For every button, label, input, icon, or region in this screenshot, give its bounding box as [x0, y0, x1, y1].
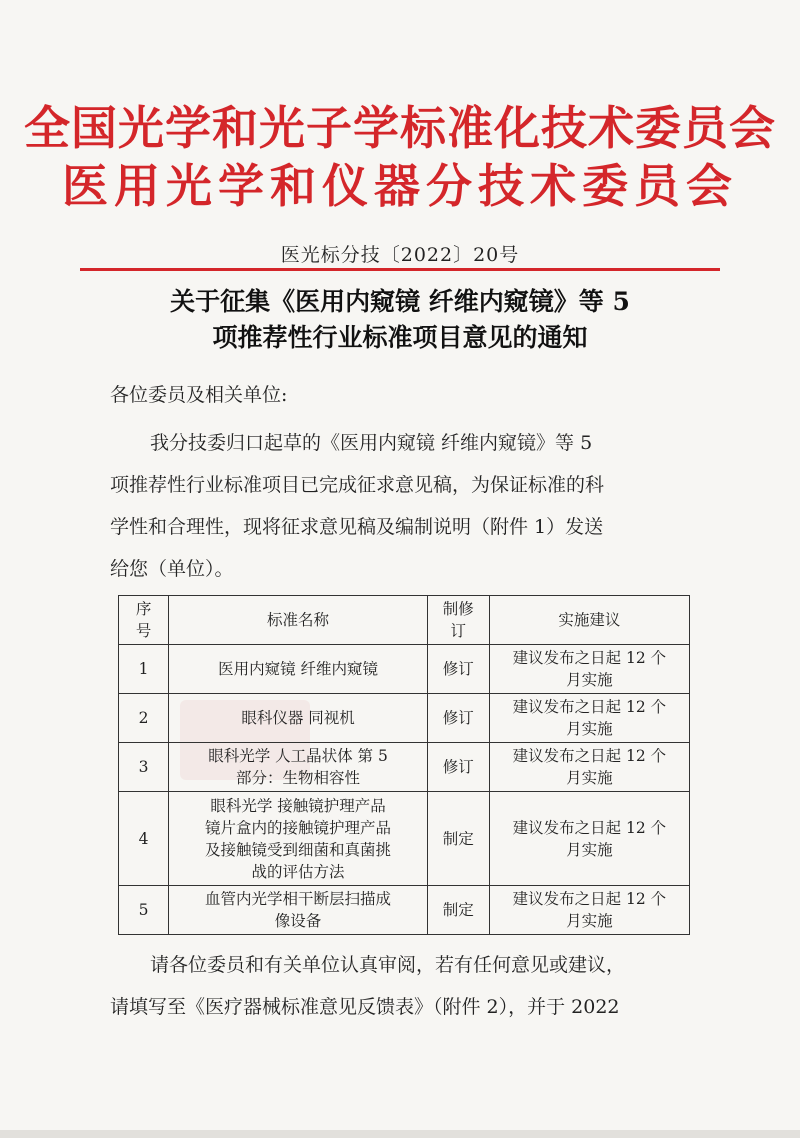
row-name-line: 战的评估方法: [251, 862, 345, 881]
row-name-line: 眼科光学 接触镜护理产品: [210, 796, 386, 815]
row-impl-line: 月实施: [566, 840, 613, 859]
row-impl: [489, 645, 689, 694]
row-no: 4: [119, 792, 169, 886]
row-name-line: 眼科仪器 同视机: [241, 709, 355, 727]
row-name: [169, 792, 428, 886]
row-type: 制定: [427, 792, 489, 886]
row-name: [169, 743, 428, 792]
row-name: [169, 886, 428, 935]
page-bottom-edge: [0, 1130, 800, 1138]
body-paragraph1-line2: 项推荐性行业标准项目已完成征求意见稿，为保证标准的科: [110, 474, 605, 496]
row-no: 2: [119, 694, 169, 743]
body-paragraph2-line1: 请各位委员和有关单位认真审阅，若有任何意见或建议，: [150, 954, 626, 976]
org-name-line2: 医用光学和仪器分技术委员会: [62, 159, 738, 213]
body-paragraph1-line3: 学性和合理性，现将征求意见稿及编制说明（附件 1）发送: [110, 516, 604, 538]
notice-title-line1: 关于征集《医用内窥镜 纤维内窥镜》等 5: [170, 287, 630, 316]
document-number: 医光标分技〔2022〕20号: [280, 244, 520, 266]
row-name-line: 血管内光学相干断层扫描成: [205, 890, 392, 908]
row-type: 制定: [427, 886, 489, 935]
table-row: [119, 792, 690, 886]
row-impl: [489, 886, 689, 935]
row-type: 修订: [427, 694, 489, 743]
row-impl-line: 建议发布之日起 12 个: [512, 818, 667, 837]
body-paragraph1-line1: 我分技委归口起草的《医用内窥镜 纤维内窥镜》等 5: [150, 432, 593, 454]
row-type: 修订: [427, 743, 489, 792]
notice-title-line2: 项推荐性行业标准项目意见的通知: [212, 323, 588, 352]
row-impl: [489, 743, 689, 792]
row-type: 修订: [427, 645, 489, 694]
row-impl-line: 月实施: [566, 671, 613, 689]
body-paragraph2-line2: 请填写至《医疗器械标准意见反馈表》（附件 2），并于 2022: [110, 996, 620, 1018]
salutation: 各位委员及相关单位:: [110, 384, 288, 406]
row-impl-line: 建议发布之日起 12 个: [512, 890, 667, 908]
row-no: 3: [119, 743, 169, 792]
row-name: [169, 645, 428, 694]
header-impl: 实施建议: [489, 596, 689, 645]
row-name-line: 部分：生物相容性: [236, 769, 361, 787]
row-name-line: 眼科光学 人工晶状体 第 5: [208, 747, 388, 765]
table-row: [119, 743, 690, 792]
row-name-line: 像设备: [274, 912, 322, 930]
row-impl-line: 建议发布之日起 12 个: [512, 747, 667, 765]
row-impl-line: 月实施: [566, 769, 613, 787]
header-divider: [80, 268, 720, 271]
body-paragraph1-line4: 给您（单位）。: [110, 558, 234, 580]
header-no: [119, 596, 169, 645]
header-type: [427, 596, 489, 645]
table-row: [119, 645, 690, 694]
row-impl: [489, 792, 689, 886]
header-no-line2: 号: [135, 622, 152, 640]
header-no-line1: 序: [135, 600, 152, 618]
table-row: [119, 694, 690, 743]
header-name: 标准名称: [169, 596, 428, 645]
row-impl-line: 建议发布之日起 12 个: [512, 698, 667, 716]
org-name-line1: 全国光学和光子学标准化技术委员会: [24, 101, 776, 155]
row-no: 1: [119, 645, 169, 694]
row-impl-line: 建议发布之日起 12 个: [512, 649, 667, 667]
row-name-line: 镜片盒内的接触镜护理产品: [205, 818, 392, 837]
row-impl: [489, 694, 689, 743]
row-no: 5: [119, 886, 169, 935]
table-header-row: [119, 596, 690, 645]
row-name: [169, 694, 428, 743]
row-impl-line: 月实施: [566, 720, 613, 738]
header-type-line1: 制修: [442, 600, 474, 618]
standards-table: [118, 595, 690, 935]
table-row: [119, 886, 690, 935]
row-impl-line: 月实施: [566, 912, 613, 930]
header-type-line2: 订: [450, 622, 467, 640]
row-name-line: 及接触镜受到细菌和真菌挑: [205, 840, 392, 859]
row-name-line: 医用内窥镜 纤维内窥镜: [218, 660, 378, 678]
